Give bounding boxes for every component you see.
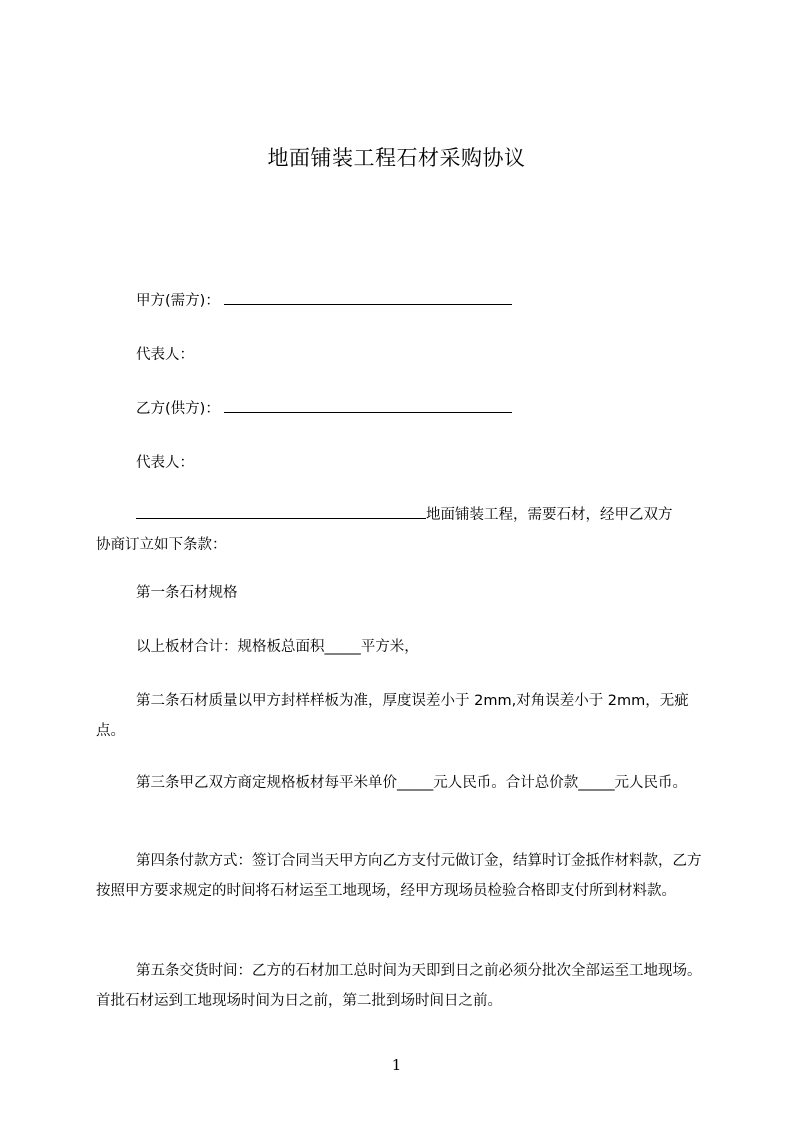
article-5-paragraph: 第五条交货时间：乙方的石材加工总时间为天即到日之前必须分批次全部运至工地现场。首批石材运到工地现场时间为日之前，第二批到场时间日之前。 (96, 963, 702, 1009)
party-b-line (96, 394, 708, 424)
party-a-representative: 代表人： (136, 347, 194, 363)
article-2-paragraph: 第二条石材质量以甲方封样样板为准，厚度误差小于 2mm,对角误差小于 2mm，无疵点。 (96, 693, 689, 739)
party-b-representative: 代表人： (136, 455, 194, 471)
party-b-blank (224, 398, 512, 413)
total-area-line: 以上板材合计：规格板总面积_____平方米， (136, 639, 419, 655)
project-name-blank (136, 504, 426, 519)
article-4-paragraph: 第四条付款方式：签订合同当天甲方向乙方支付元做订金，结算时订金抵作材料款，乙方按照甲方要求规定的时间将石材运至工地现场，经甲方现场员检验合格即支付所到材料款。 (96, 853, 702, 899)
page-number: 1 (391, 1056, 402, 1074)
party-a-label: 甲方(需方)： (136, 293, 220, 309)
intro-paragraph (96, 500, 708, 560)
article-3-paragraph: 第三条甲乙双方商定规格板材每平米单价_____元人民币。合计总价款_____元人民币。 (136, 775, 687, 791)
party-b-label: 乙方(供方)： (136, 401, 220, 417)
party-a-blank (224, 290, 512, 305)
article-1-heading: 第一条石材规格 (136, 585, 238, 601)
party-a-line (96, 286, 708, 316)
document-title: 地面铺装工程石材采购协议 (267, 146, 526, 170)
intro-text-line1: 地面铺装工程，需要石材，经甲乙双方 (426, 507, 673, 523)
intro-text-line2: 协商订立如下条款： (96, 537, 227, 553)
